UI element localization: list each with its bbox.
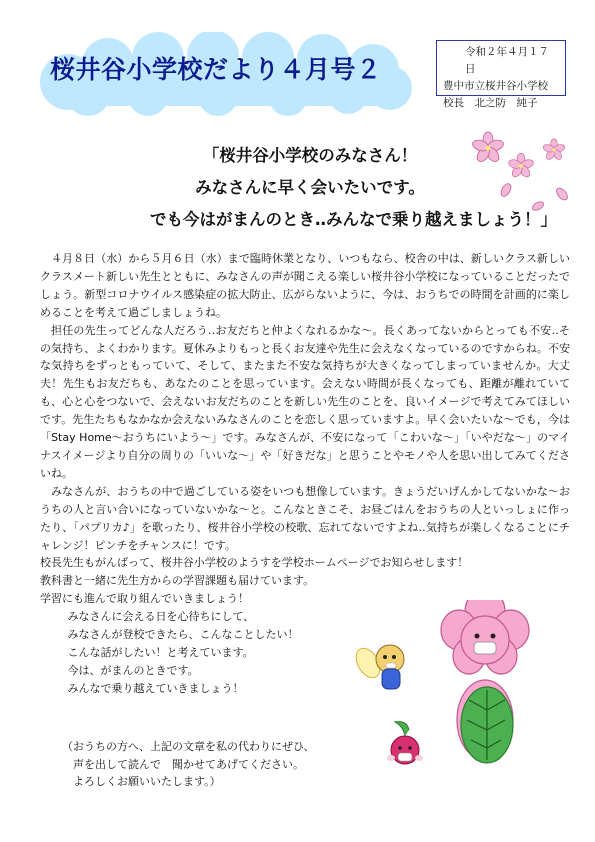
note-line: （おうちの方へ、上記の文章を私の代わりにぜひ、: [62, 740, 315, 753]
parent-note: [62, 738, 362, 791]
body-paragraph: 学習にも進んで取り組んでいきましょう！: [40, 592, 249, 606]
note-line: 声を出して読んで 聞かせてあげてください。: [73, 757, 304, 771]
issue-info-box: [436, 40, 566, 109]
mascot-illustration: [350, 600, 570, 800]
school-name: 豊中市立桜井谷小学校: [443, 80, 548, 92]
body-line: 今は、がまんのときです。: [67, 663, 199, 677]
body-line: みんなで乗り越えていきましょう！: [67, 681, 244, 695]
body-line: みなさんに会える日を心待ちにして、: [67, 610, 255, 624]
issue-date: 令和２年４月１７日: [465, 46, 549, 75]
body-line: みなさんが登校できたら、こんなことしたい！: [67, 628, 299, 642]
body-paragraph: 担任の先生ってどんな人だろう‥お友だちと仲よくなれるかな〜。長くあってないからとっても不安‥その気持ち、よくわかります。夏休みよりもっと長くお友達や先生に会えなくなっているのですからね。不安な気持ちをずっともっていて、そして、またまた不安な気持ちが大きくなってしまっていませんか。大丈夫！先生もお友だちも、あなたのことを思っています。会えない時間が長くなっても、距離が離れていても、心と心をつないで、会えないお友だちのことを新しい先生のことを、良いイメージで考えてみてほしいです。先生たちもなかなか会えないみなさんのことを恋しく思っていますよ。早く会いたいな〜でも，今は「Stay Home〜おうちにいよう〜」です。みなさんが、不安になって「こわいな〜」「いやだな〜」のマイナスイメージより自分の周りの「いいな〜」や「好きだな」と思うことやモノや人を思い出してみてくださいね。: [40, 323, 570, 480]
headline-line: 「桜井谷小学校のみなさん！: [202, 146, 418, 165]
headline-line: でも今はがまんのとき‥みんなで乗り越えましょう！」: [150, 210, 558, 229]
note-line: よろしくお願いいたします。）: [73, 775, 221, 788]
newsletter-title: 桜井谷小学校だより４月号２: [50, 55, 382, 84]
principal-name: 校長 北之防 純子: [443, 97, 538, 109]
headline-message: [150, 140, 558, 236]
body-paragraph: ４月８日（水）から５月６日（水）まで臨時休業となり、いつもなら、校舎の中は、新しいクラス新しいクラスメート新しい先生とともに、みなさんの声が聞こえる楽しい桜井谷小学校になっていることだったでしょう。新型コロナウイルス感染症の拡大防止、広がらないように、今は、おうちでの時間を計画的に楽しめることを考えて過ごしましょうね。: [40, 252, 570, 319]
sprout-mascot-figure: [387, 722, 423, 764]
body-paragraph: みなさんが、おうちの中で過ごしている姿をいつも想像しています。きょうだいげんかしてないかな〜おうちの人と言い合いになっていないかな〜と。こんなときこそ、お昼ごはんをおうちの人といっしょに作ったり、「パプリカ♪」を歌ったり、桜井谷小学校の校歌、忘れてないですよね‥気持ちが楽しくなることにチャレンジ！ピンチをチャンスに！です。: [40, 484, 570, 552]
small-mascot-figure: [351, 644, 404, 689]
cherry-blossom-decoration: [466, 128, 576, 218]
body-paragraph: 校長先生もがんばって、桜井谷小学校のようすを学校ホームページでお知らせします！: [40, 556, 469, 570]
body-line: こんな話がしたい！と考えています。: [67, 645, 254, 659]
headline-line: みなさんに早く会いたいです。: [195, 178, 425, 197]
flower-mascot-figure: [441, 600, 529, 763]
body-paragraph: 教科書と一緒に先生方からの学習課題も届けています。: [40, 574, 315, 588]
